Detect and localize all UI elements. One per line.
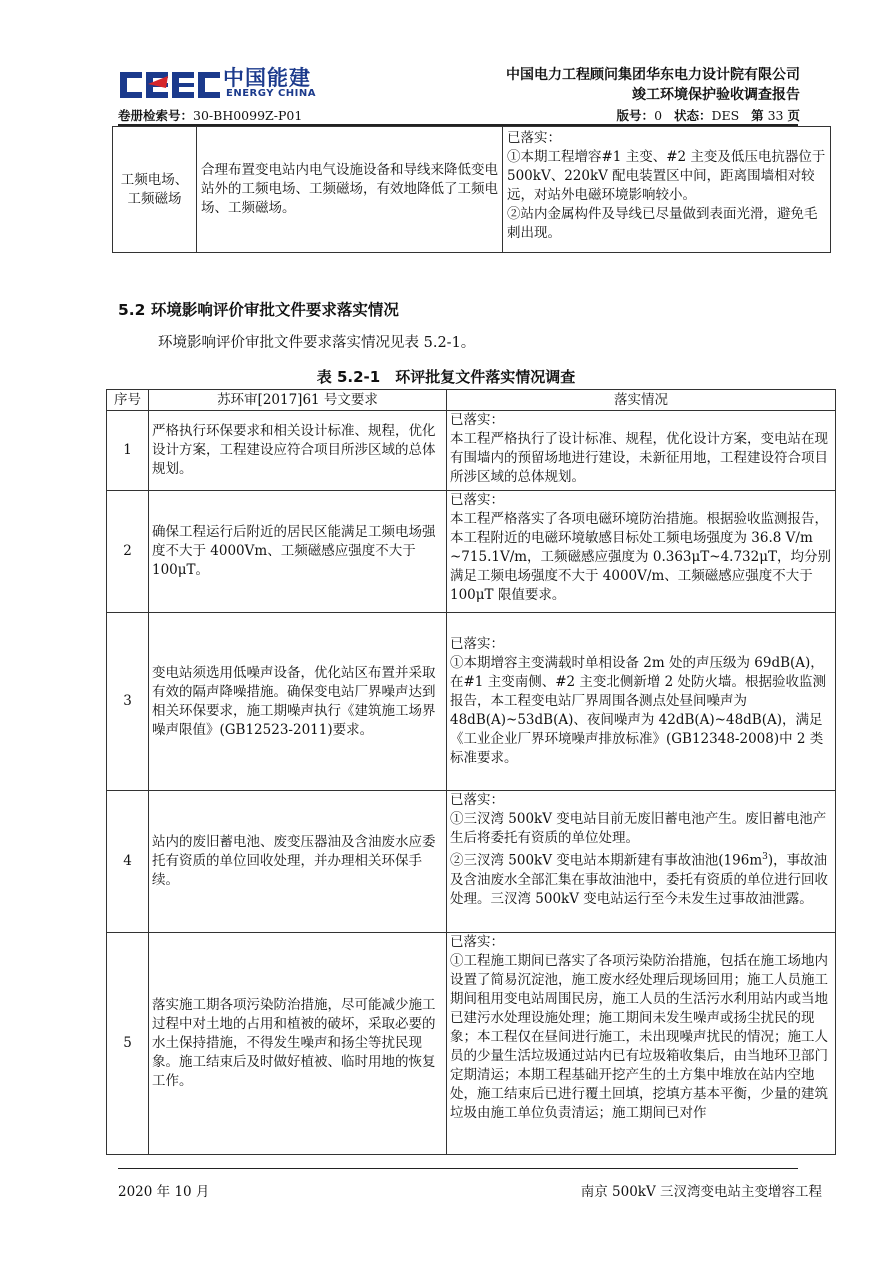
status-line: ②站内金属构件及导线已尽量做到表面光滑，避免毛刺出现。 (507, 206, 818, 241)
status-line: 已落实： (507, 130, 561, 146)
page-suffix: 页 (787, 108, 800, 123)
page-number: 33 (767, 108, 784, 123)
row-requirement: 变电站须选用低噪声设备，优化站区布置并采取有效的隔声降噪措施。确保变电站厂界噪声达到相关环保要求，施工期噪声执行《建筑施工场界噪声限值》(GB12523-2011)要求。 (149, 613, 447, 791)
archive-number (118, 106, 302, 124)
row-number: 1 (107, 411, 149, 491)
row-status (447, 933, 836, 1155)
footer-project: 南京 500kV 三汊湾变电站主变增容工程 (580, 1184, 822, 1200)
page-prefix: 第 (751, 108, 764, 123)
archive-value: 30-BH0099Z-P01 (193, 108, 303, 123)
status-text: )，事故油及含油废水全部汇集在事故油池中，委托有资质的单位进行回收处理。三汊湾 500kV 变电站运行至今未发生过事故油泄露。 (450, 852, 828, 907)
section-heading: 5.2 环境影响评价审批文件要求落实情况 (118, 301, 399, 319)
header-status: 落实情况 (447, 390, 836, 411)
logo-chinese-text: 中国能建 (223, 66, 311, 90)
footer-divider (118, 1168, 798, 1169)
header-no: 序号 (107, 390, 149, 411)
continued-table (112, 126, 831, 253)
report-title: 竣工环境保护验收调查报告 (632, 87, 800, 103)
table-row (107, 613, 836, 791)
status-line: ①本期工程增容#1 主变、#2 主变及低压电抗器位于 500kV、220kV 配电装置区中间，距离围墙相对较远，对站外电磁环境影响较小。 (507, 149, 826, 203)
status-line: 已落实： (450, 492, 504, 508)
row-status (447, 411, 836, 491)
status-line: 本工程严格落实了各项电磁环境防治措施。根据验收监测报告，本工程附近的电磁环境敏感目标处工频电场强度为 36.8 V/m ~715.1V/m，工频磁感应强度为 0.363μT~4.732μT，均分别满足工频电场强度不大于 4000V/m、工频磁感应强度不大于 100μT 限值要求。 (450, 511, 832, 603)
status-text: ②三汊湾 500kV 变电站本期新建有事故油池(196m (450, 852, 763, 869)
superscript-3: 3 (762, 852, 768, 862)
table-row (107, 491, 836, 613)
intro-paragraph: 环境影响评价审批文件要求落实情况见表 5.2-1。 (158, 335, 476, 351)
header-requirement: 苏环审[2017]61 号文要求 (149, 390, 447, 411)
status-line: 本工程严格执行了设计标准、规程，优化设计方案，变电站在现有围墙内的预留场地进行建设，未新征用地，工程建设符合项目所涉区域的总体规划。 (450, 431, 828, 485)
status-line: ①三汊湾 500kV 变电站目前无废旧蓄电池产生。废旧蓄电池产生后将委托有资质的单位处理。 (450, 811, 827, 846)
version-label: 版号： (616, 108, 655, 123)
table-row (107, 933, 836, 1155)
version-status-page (617, 106, 800, 124)
footer-date: 2020 年 10 月 (118, 1184, 210, 1200)
company-name: 中国电力工程顾问集团华东电力设计院有限公司 (506, 67, 800, 83)
status-line: 已落实： (450, 412, 504, 428)
row-requirement: 严格执行环保要求和相关设计标准、规程，优化设计方案，工程建设应符合项目所涉区域的总体规划。 (149, 411, 447, 491)
table-row (107, 791, 836, 933)
item-cell: 工频电场、工频磁场 (113, 127, 197, 253)
row-number: 3 (107, 613, 149, 791)
row-status (447, 491, 836, 613)
version-value: 0 (654, 108, 663, 123)
table-header-row (107, 390, 836, 411)
status-line (450, 848, 832, 909)
row-requirement: 站内的废旧蓄电池、废变压器油及含油废水应委托有资质的单位回收处理，并办理相关环保手续。 (149, 791, 447, 933)
row-status (447, 613, 836, 791)
status-label: 状态： (673, 108, 712, 123)
archive-label: 卷册检索号： (118, 108, 194, 123)
status-line: ①工程施工期间已落实了各项污染防治措施，包括在施工场地内设置了简易沉淀池，施工废水经处理后现场回用；施工人员施工期间租用变电站周围民房，施工人员的生活污水利用站内或当地已建污水处理设施处理；施工期间未发生噪声或扬尘扰民的现象；本工程仅在昼间进行施工，未出现噪声扰民的情况；施工人员的少量生活垃圾通过站内已有垃圾箱收集后，由当地环卫部门定期清运；本期工程基础开挖产生的土方集中堆放在站内空地处，施工结束后已进行覆土回填，挖填方基本平衡，少量的建筑垃圾由施工单位负责清运；施工期间已对作 (450, 953, 828, 1121)
table-caption: 表 5.2-1 环评批复文件落实情况调查 (316, 368, 576, 386)
row-requirement: 落实施工期各项污染防治措施，尽可能减少施工过程中对土地的占用和植被的破坏，采取必要的水土保持措施，不得发生噪声和扬尘等扰民现象。施工结束后及时做好植被、临时用地的恢复工作。 (149, 933, 447, 1155)
table-row (113, 127, 831, 253)
status-cell (503, 127, 831, 253)
status-line: 已落实： (450, 636, 504, 652)
status-line: 已落实： (450, 934, 504, 950)
requirement-cell: 合理布置变电站内电气设施设备和导线来降低变电站外的工频电场、工频磁场，有效地降低了工频电场、工频磁场。 (197, 127, 503, 253)
logo-english-text: ENERGY CHINA (226, 88, 316, 99)
row-number: 4 (107, 791, 149, 933)
row-number: 5 (107, 933, 149, 1155)
row-status (447, 791, 836, 933)
row-requirement: 确保工程运行后附近的居民区能满足工频电场强度不大于 4000Vm、工频磁感应强度不大于 100μT。 (149, 491, 447, 613)
approval-table (106, 389, 836, 1155)
status-line: 已落实： (450, 792, 504, 808)
status-value: DES (711, 108, 740, 123)
table-row (107, 411, 836, 491)
row-number: 2 (107, 491, 149, 613)
status-line: ①本期增容主变满载时单相设备 2m 处的声压级为 69dB(A)，在#1 主变南侧、#2 主变北侧新增 2 处防火墙。根据验收监测报告，本工程变电站厂界周围各测点处昼间噪声为 48dB(A)~53dB(A)、夜间噪声为 42dB(A)~48dB(A)，满足《工业企业厂界环境噪声排放标准》(GB12348-2008)中 2 类标准要求。 (450, 655, 827, 766)
